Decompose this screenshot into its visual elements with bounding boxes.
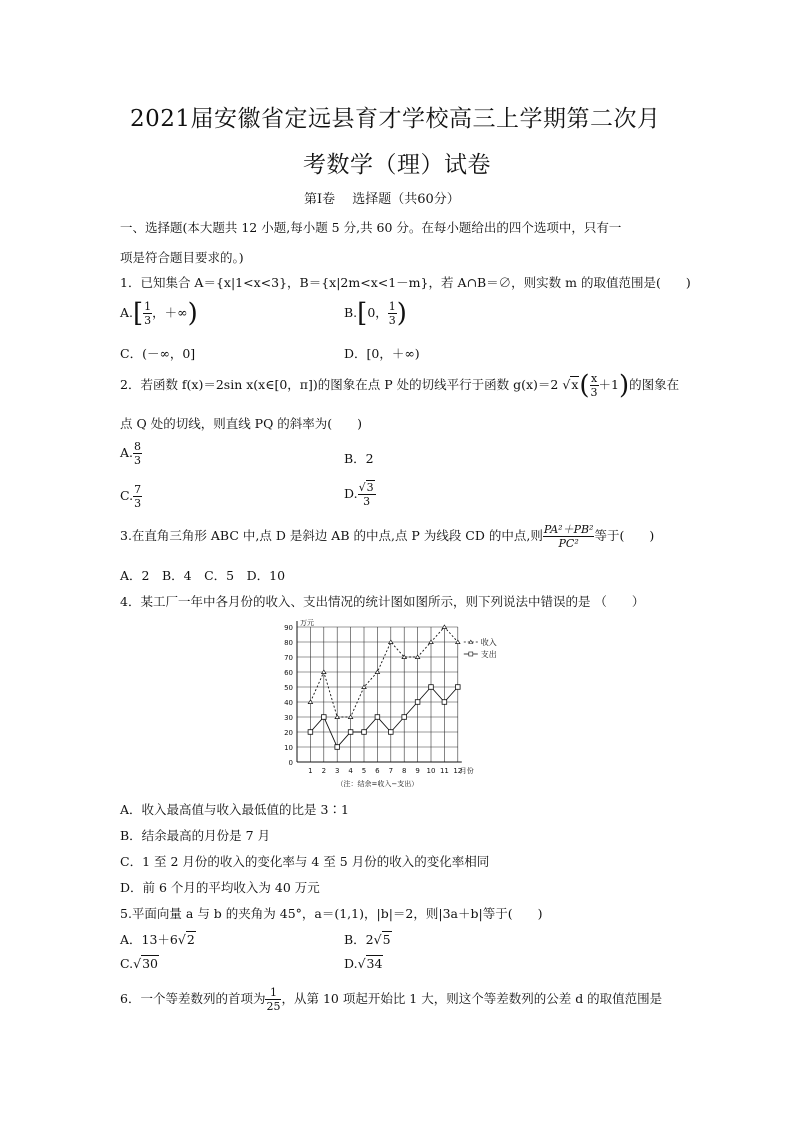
q6-den: 25 (266, 1000, 281, 1013)
q2-stem-line1: 2．若函数 f(x)＝2sin x(x∈[0，π])的图象在点 P 处的切线平行于函数 g(x)＝2 √x( $\frac{x}{3}$ ＋1)的图象在 (120, 370, 680, 401)
y-tick-label: 10 (284, 744, 293, 752)
q1-stem: 1．已知集合 A＝{x|1<x<3}，B＝{x|2m<x<1－m}，若 A∩B＝∅，则实数 m 的取值范围是( ) (120, 275, 691, 290)
q1-option-d: D．[0，＋∞) (344, 346, 420, 361)
q4-option-c: C．1 至 2 月份的收入的变化率与 4 至 5 月份的收入的变化率相同 (120, 854, 490, 869)
expense-point (456, 685, 461, 690)
q6-stem (120, 986, 662, 1013)
q3-frac-den: PC² (558, 537, 579, 550)
y-tick-label: 90 (284, 624, 293, 632)
q2-frac-num: x (590, 372, 598, 385)
expense-point (442, 700, 447, 705)
q6-stem-b: ，从第 10 项起开始比 1 大，则这个等差数列的公差 d 的取值范围是 (281, 991, 663, 1006)
q5-c-pre: C. (120, 956, 134, 971)
q1-a-rest: ，＋∞ (152, 305, 188, 320)
expense-point (429, 685, 434, 690)
q5-stem: 5.平面向量 a 与 b 的夹角为 45°，a＝(1,1)，|b|＝2，则|3a＋b|等于( ) (120, 906, 543, 921)
x-tick-label: 2 (321, 767, 327, 775)
q2-d-den: 3 (363, 495, 371, 508)
q3-options: A．2 B．4 C．5 D．10 (120, 568, 286, 583)
q5-c-rad: 30 (142, 956, 158, 971)
q2-frac-den: 3 (590, 386, 598, 399)
q2-option-a (120, 440, 142, 467)
q2-sqrt-x: x (571, 377, 579, 392)
q1-option-a: A.[ $\frac{1}{3}$ ，＋∞) (120, 298, 198, 329)
q2-d-num: 3 (366, 481, 374, 494)
q2-d-prefix: D. (344, 486, 358, 501)
q2-option-d: D. $\frac{√3}{3}$ (344, 481, 374, 508)
y-tick-label: 0 (288, 759, 293, 767)
q2-a-den: 3 (134, 454, 142, 467)
q1-b-num: 1 (388, 300, 396, 313)
income-expense-chart (265, 616, 525, 792)
y-tick-label: 20 (284, 729, 293, 737)
q1-b-left: 0， (367, 305, 388, 320)
q1-option-b: B.[0， $\frac{1}{3}$ ) (344, 298, 407, 329)
expense-point (335, 745, 340, 750)
q5-d-pre: D. (344, 956, 358, 971)
y-tick-label: 60 (284, 669, 293, 677)
q1-a-num: 1 (144, 300, 152, 313)
q5-a-pre: A．13＋6 (120, 932, 178, 947)
y-tick-label: 30 (284, 714, 293, 722)
x-tick-label: 6 (375, 767, 380, 775)
q6-stem-a: 6．一个等差数列的首项为 (120, 991, 266, 1006)
q2-c-num: 7 (134, 483, 142, 496)
q2-a-prefix: A. (120, 445, 134, 460)
q5-b-pre: B．2 (344, 932, 374, 947)
q2-c-prefix: C. (120, 488, 134, 503)
x-axis-label: 月份 (459, 767, 474, 775)
q1-a-den: 3 (144, 314, 152, 327)
expense-point (415, 700, 420, 705)
expense-point (322, 715, 327, 720)
q6-num: 1 (265, 986, 281, 1000)
legend-expense-label: 支出 (480, 650, 497, 659)
x-tick-label: 3 (334, 767, 340, 775)
legend-income-label: 收入 (480, 638, 497, 647)
instructions-line2: 项是符合题目要求的。) (120, 250, 244, 265)
y-tick-label: 70 (284, 654, 293, 662)
x-tick-label: 11 (439, 767, 449, 775)
chart-note: （注：结余=收入−支出） (336, 780, 419, 788)
x-tick-label: 10 (426, 767, 436, 775)
expense-point (375, 715, 380, 720)
x-tick-label: 8 (401, 767, 407, 775)
instructions-line1: 一、选择题(本大题共 12 小题,每小题 5 分,共 60 分。在每小题给出的四个选项中，只有一 (120, 220, 622, 235)
q2-stem-line2: 点 Q 处的切线，则直线 PQ 的斜率为( ) (120, 416, 363, 431)
q4-option-b: B．结余最高的月份是 7 月 (120, 828, 271, 843)
expense-point (348, 730, 353, 735)
q1-option-c: C．(－∞，0] (120, 346, 196, 361)
q5-option-c: C.√30 (120, 956, 158, 971)
y-tick-label: 50 (284, 684, 293, 692)
x-tick-label: 7 (388, 767, 394, 775)
y-tick-label: 80 (284, 639, 293, 647)
q3-stem-b: 等于( ) (594, 528, 655, 543)
q5-d-rad: 34 (366, 956, 383, 971)
q5-b-rad: 5 (382, 932, 391, 947)
q1-a-prefix: A. (120, 305, 134, 320)
q2-plus-one: ＋1 (598, 377, 619, 392)
exam-title-line2: 考数学（理）试卷 (303, 152, 491, 178)
y-tick-label: 40 (284, 699, 293, 707)
q2-option-c (120, 483, 142, 510)
q4-option-d: D．前 6 个月的平均收入为 40 万元 (120, 880, 320, 895)
q1-b-den: 3 (388, 314, 396, 327)
q5-option-b: B．2√5 (344, 932, 391, 947)
q5-option-a: A．13＋6√2 (120, 932, 195, 947)
q2-a-num: 8 (134, 440, 142, 453)
expense-point (308, 730, 313, 735)
x-tick-label: 9 (415, 767, 420, 775)
expense-point (402, 715, 407, 720)
q2-option-b: B．2 (344, 451, 374, 466)
q5-option-d: D.√34 (344, 956, 383, 971)
x-tick-label: 5 (361, 767, 367, 775)
q2-stem-b: 的图象在 (629, 377, 680, 392)
x-tick-label: 1 (308, 767, 313, 775)
exam-title-line1: 2021届安徽省定远县育才学校高三上学期第二次月 (130, 106, 661, 132)
legend-expense-marker (469, 652, 473, 656)
expense-point (362, 730, 367, 735)
x-tick-label: 4 (348, 767, 353, 775)
q3-frac-num: PA²＋PB² (543, 523, 594, 536)
x-tick-label: 12 (453, 767, 463, 775)
section-heading: 第Ⅰ卷 选择题（共60分） (304, 192, 460, 207)
q3-stem-a: 3.在直角三角形 ABC 中,点 D 是斜边 AB 的中点,点 P 为线段 CD 的中点,则 (120, 528, 543, 543)
expense-point (389, 730, 394, 735)
q4-option-a: A．收入最高值与收入最低值的比是 3∶1 (120, 802, 349, 817)
q3-stem (120, 523, 654, 550)
q5-a-rad: 2 (186, 932, 195, 947)
q4-stem: 4．某工厂一年中各月份的收入、支出情况的统计图如图所示，则下列说法中错误的是 （ ） (120, 594, 645, 609)
q2-c-den: 3 (134, 497, 142, 510)
q2-stem-a: 2．若函数 f(x)＝2sin x(x∈[0，π])的图象在点 P 处的切线平行于函数 g(x)＝2 (120, 377, 559, 392)
q1-b-prefix: B. (344, 305, 358, 320)
y-axis-label: 万元 (300, 619, 314, 627)
